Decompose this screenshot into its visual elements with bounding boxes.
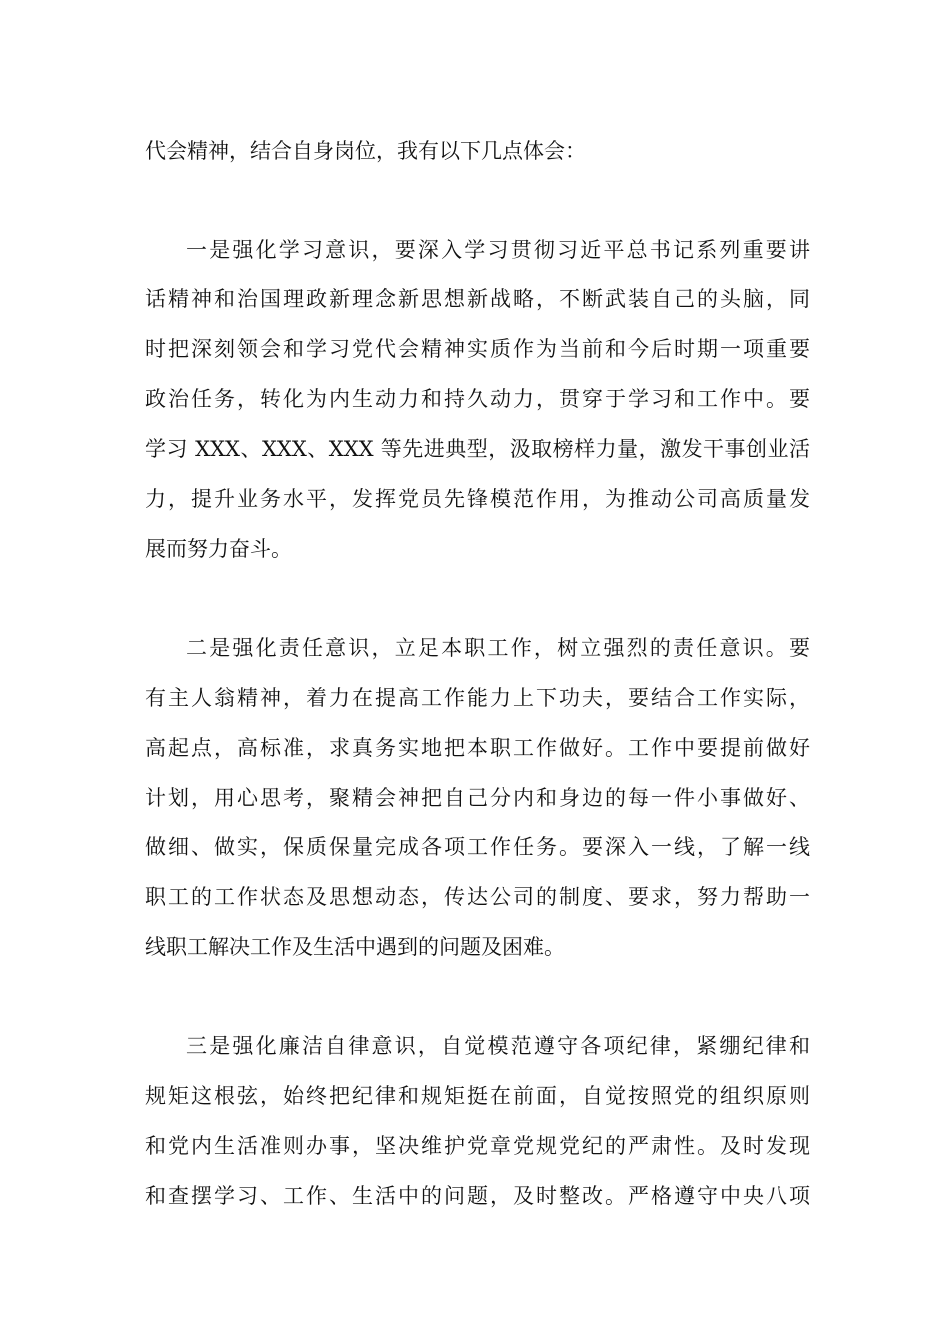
paragraph-1-line-4: 政治任务，转化为内生动力和持久动力，贯穿于学习和工作中。要: [145, 387, 810, 411]
paragraph-1-line-1: 一是强化学习意识，要深入学习贯彻习近平总书记系列重要讲: [186, 238, 810, 262]
paragraph-1-line-3: 时把深刻领会和学习党代会精神实质作为当前和今后时期一项重要: [145, 337, 810, 361]
paragraph-1-line-7: 展而努力奋斗。: [145, 537, 292, 561]
paragraph-3-line-2: 规矩这根弦，始终把纪律和规矩挺在前面，自觉按照党的组织原则: [145, 1084, 810, 1108]
paragraph-1-line-5: 学习 XXX、XXX、XXX 等先进典型，汲取榜样力量，激发干事创业活: [145, 437, 810, 461]
paragraph-1-line-6: 力，提升业务水平，发挥党员先锋模范作用，为推动公司高质量发: [145, 487, 810, 511]
paragraph-2-line-6: 职工的工作状态及思想动态，传达公司的制度、要求，努力帮助一: [145, 885, 810, 909]
paragraph-1-line-2: 话精神和治国理政新理念新思想新战略，不断武装自己的头脑，同: [145, 287, 810, 311]
paragraph-3-line-3: 和党内生活准则办事，坚决维护党章党规党纪的严肃性。及时发现: [145, 1134, 810, 1158]
paragraph-2-line-1: 二是强化责任意识，立足本职工作，树立强烈的责任意识。要: [186, 636, 810, 660]
paragraph-2-line-5: 做细、做实，保质保量完成各项工作任务。要深入一线，了解一线: [145, 835, 810, 859]
intro-line: 代会精神，结合自身岗位，我有以下几点体会：: [145, 139, 586, 163]
paragraph-2-line-2: 有主人翁精神，着力在提高工作能力上下功夫，要结合工作实际，: [145, 686, 810, 710]
paragraph-3-line-1: 三是强化廉洁自律意识，自觉模范遵守各项纪律，紧绷纪律和: [186, 1034, 810, 1058]
paragraph-2-line-7: 线职工解决工作及生活中遇到的问题及困难。: [145, 935, 565, 959]
paragraph-2-line-4: 计划，用心思考，聚精会神把自己分内和身边的每一件小事做好、: [145, 786, 810, 810]
paragraph-3-line-4: 和查摆学习、工作、生活中的问题，及时整改。严格遵守中央八项: [145, 1184, 810, 1208]
paragraph-2-line-3: 高起点，高标准，求真务实地把本职工作做好。工作中要提前做好: [145, 736, 810, 760]
